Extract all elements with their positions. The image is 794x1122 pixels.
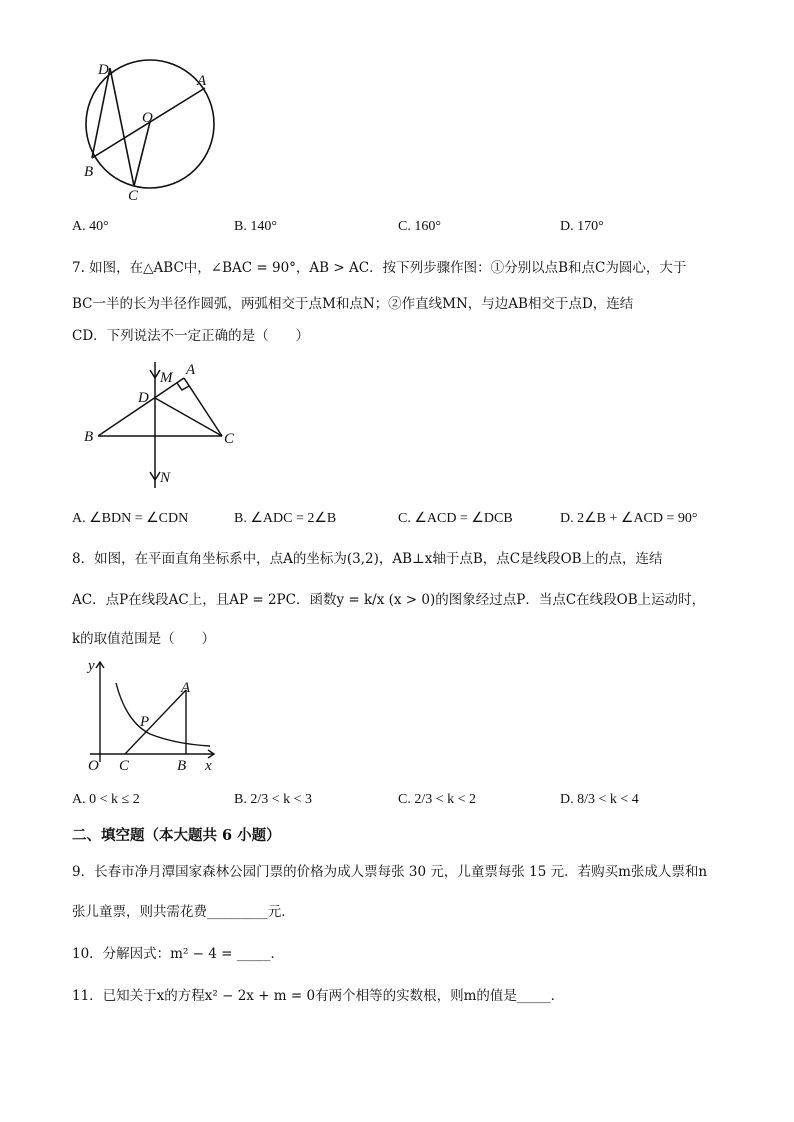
q9-line-1: 9．长春市净月潭国家森林公园门票的价格为成人票每张 30 元，儿童票每张 15 元．若购买m张成人票和n bbox=[72, 864, 708, 880]
q9-line-2: 张儿童票，则共需花费_________元． bbox=[72, 904, 295, 920]
svg-text:A: A bbox=[197, 73, 207, 89]
svg-text:A: A bbox=[186, 362, 196, 378]
svg-text:C: C bbox=[224, 431, 235, 447]
q7-option-b: B. ∠ADC = 2∠B bbox=[234, 511, 337, 526]
svg-text:D: D bbox=[98, 62, 109, 78]
triangle-figure-labels bbox=[84, 362, 235, 486]
coordinate-figure-labels bbox=[86, 658, 212, 774]
q7-option-c: C. ∠ACD = ∠DCB bbox=[398, 511, 513, 526]
svg-text:B: B bbox=[84, 164, 94, 180]
q8-option-c: C. 2/3 < k < 2 bbox=[398, 792, 477, 807]
svg-text:C: C bbox=[119, 758, 130, 774]
q7-line-2: BC一半的长为半径作圆弧，两弧相交于点M和点N；②作直线MN，与边AB相交于点D，连结 bbox=[72, 296, 634, 312]
q6-option-b: B. 140° bbox=[234, 219, 277, 234]
q8-line-3: k的取值范围是（ ） bbox=[72, 631, 216, 647]
q7-option-d: D. 2∠B + ∠ACD = 90° bbox=[560, 511, 698, 526]
svg-text:M: M bbox=[160, 370, 173, 386]
coordinate-figure bbox=[90, 662, 214, 762]
q8-option-b: B. 2/3 < k < 3 bbox=[234, 792, 313, 807]
svg-text:O: O bbox=[142, 110, 153, 126]
q11-text: 11．已知关于x的方程x² − 2x + m = 0有两个相等的实数根，则m的值是_____． bbox=[72, 988, 565, 1004]
q8-line-1: 8．如图，在平面直角坐标系中，点A的坐标为(3,2)，AB⊥x轴于点B，点C是线段OB上的点，连结 bbox=[72, 551, 663, 567]
q8-option-a: A. 0 < k ≤ 2 bbox=[72, 792, 140, 807]
q7-line-1: 7. 如图，在△ABC中，∠BAC = 90°，AB > AC．按下列步骤作图：①分别以点B和点C为圆心，大于 bbox=[72, 260, 687, 276]
q6-option-c: C. 160° bbox=[398, 219, 441, 234]
svg-text:x: x bbox=[205, 758, 212, 774]
q8-option-d: D. 8/3 < k < 4 bbox=[560, 792, 639, 807]
q10-text: 10．分解因式：m² − 4 = _____． bbox=[72, 946, 285, 962]
q6-option-d: D. 170° bbox=[560, 219, 604, 234]
svg-text:D: D bbox=[138, 390, 149, 406]
q6-option-a: A. 40° bbox=[72, 219, 109, 234]
svg-text:O: O bbox=[88, 758, 99, 774]
svg-text:B: B bbox=[84, 429, 94, 445]
svg-text:A: A bbox=[181, 680, 191, 696]
q7-option-a: A. ∠BDN = ∠CDN bbox=[72, 511, 189, 526]
svg-text:N: N bbox=[160, 470, 171, 486]
circle-figure-labels bbox=[84, 62, 207, 204]
svg-text:C: C bbox=[128, 188, 139, 204]
q7-line-3: CD．下列说法不一定正确的是（ ） bbox=[72, 328, 310, 344]
svg-text:P: P bbox=[140, 714, 150, 730]
q8-line-2: AC．点P在线段AC上，且AP = 2PC．函数y = k/x (x > 0)的图象经过点P．当点C在线段OB上运动时， bbox=[72, 592, 706, 608]
svg-text:B: B bbox=[177, 758, 187, 774]
svg-text:y: y bbox=[88, 658, 95, 674]
section-title: 二、填空题（本大题共 6 小题） bbox=[72, 827, 281, 844]
